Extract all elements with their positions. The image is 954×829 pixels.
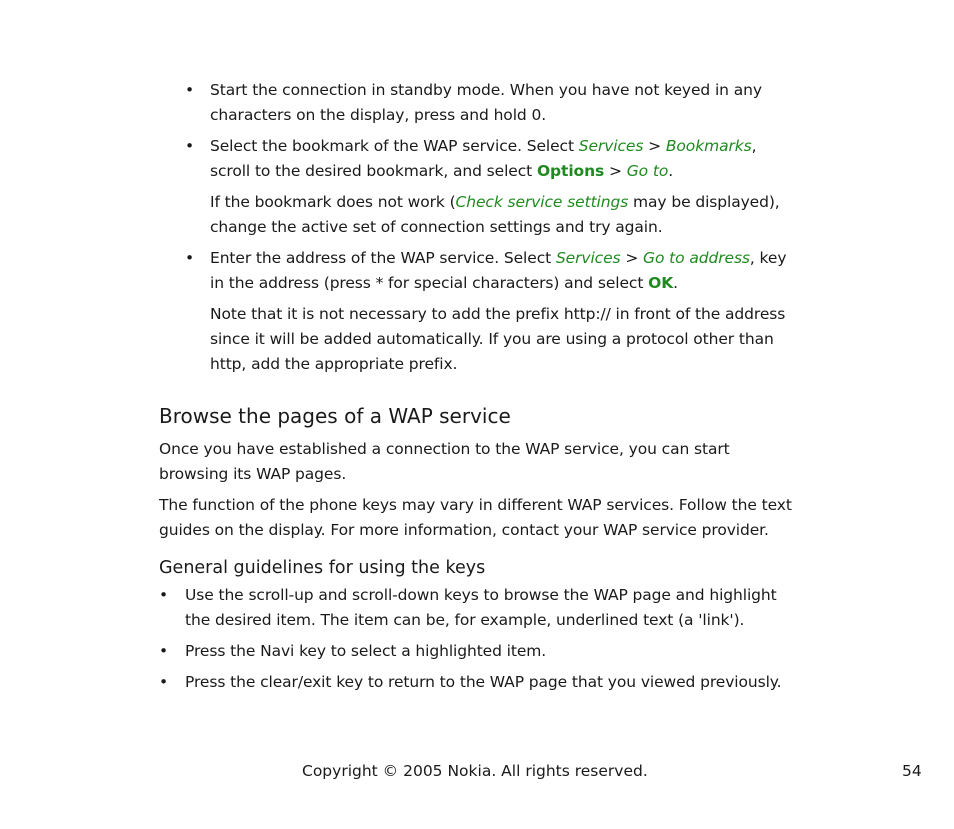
list-item: Press the Navi key to select a highlighted item. xyxy=(185,642,547,660)
page-number: 54 xyxy=(902,762,922,780)
softkey-ok: OK xyxy=(648,274,674,292)
subsection-heading: General guidelines for using the keys xyxy=(159,558,486,578)
menu-term-bookmarks: Bookmarks xyxy=(665,137,752,155)
bullet-item-standby xyxy=(210,78,800,128)
bullet-item-address xyxy=(210,246,800,296)
bullet-text: , scroll to the desired bookmark, and select xyxy=(210,137,757,180)
bullet-marker: • xyxy=(185,249,195,267)
list-item: Press the clear/exit key to return to the WAP page that you viewed previously. xyxy=(185,673,782,691)
note-text: If the bookmark does not work ( xyxy=(210,193,456,211)
bullet-text: Start the connection in standby mode. When you have not keyed in any characters on the display, press and hold 0. xyxy=(210,81,762,124)
separator: > xyxy=(643,137,666,155)
menu-term-go-to-address: Go to address xyxy=(643,249,750,267)
bullet-marker: • xyxy=(159,586,169,604)
punctuation: . xyxy=(673,274,678,292)
footer-copyright: Copyright © 2005 Nokia. All rights reserved. xyxy=(302,762,648,780)
menu-term-services: Services xyxy=(555,249,621,267)
list-item: Use the scroll-up and scroll-down keys to browse the WAP page and highlight the desired item. The item can be, for example, underlined text (a 'link'). xyxy=(185,586,777,629)
separator: > xyxy=(604,162,627,180)
menu-term-go-to: Go to xyxy=(626,162,669,180)
menu-term-services: Services xyxy=(578,137,644,155)
bullet-text: Select the bookmark of the WAP service. Select xyxy=(210,137,579,155)
message-check-service-settings: Check service settings xyxy=(455,193,629,211)
punctuation: . xyxy=(668,162,674,180)
bullet-marker: • xyxy=(159,642,169,660)
bookmark-note xyxy=(210,190,800,240)
note-text: may be displayed), change the active set of connection settings and try again. xyxy=(210,193,780,236)
section-paragraph: The function of the phone keys may vary in different WAP services. Follow the text guides on the display. For more information, contact your WAP service provider. xyxy=(159,496,792,539)
section-paragraph: Once you have established a connection to the WAP service, you can start browsing its WAP pages. xyxy=(159,440,730,483)
bullet-marker: • xyxy=(185,137,195,155)
bullet-marker: • xyxy=(185,81,195,99)
bullet-text: , key in the address (press * for special characters) and select xyxy=(210,249,787,292)
bullet-text: Enter the address of the WAP service. Select xyxy=(210,249,556,267)
bullet-marker: • xyxy=(159,673,169,691)
section-heading: Browse the pages of a WAP service xyxy=(159,404,511,428)
prefix-note: Note that it is not necessary to add the prefix http:// in front of the address since it will be added automatically. If you are using a protocol other than http, add the appropriate prefix. xyxy=(210,305,786,373)
bullet-item-bookmark xyxy=(210,134,800,184)
separator: > xyxy=(620,249,644,267)
softkey-options: Options xyxy=(536,162,605,180)
